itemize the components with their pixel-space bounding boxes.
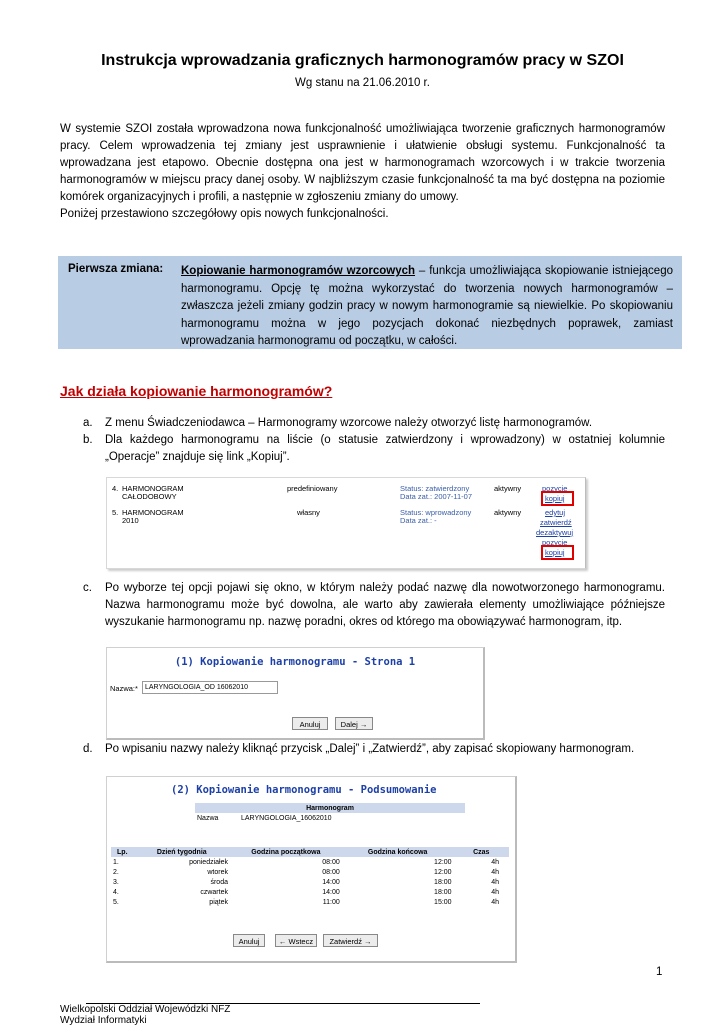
row-name: 2010 (122, 516, 139, 525)
column-header: Godzina początkowa (230, 847, 342, 857)
highlight-box (541, 545, 574, 560)
name-value: LARYNGOLOGIA_16062010 (241, 814, 332, 822)
column-header: Lp. (111, 847, 134, 857)
cell-duration: 4h (491, 878, 499, 886)
name-label: Nazwa:* (110, 684, 138, 693)
table-header: Harmonogram (195, 803, 465, 813)
row-date: Data zat.: 2007-11-07 (400, 492, 472, 501)
step-text: Z menu Świadczeniodawca – Harmonogramy wzorcowe należy otworzyć listę harmonogramów. (105, 417, 593, 429)
cell-lp: 3. (113, 878, 119, 886)
footer-line: Wielkopolski Oddział Wojewódzki NFZ (60, 1004, 231, 1015)
cell-start: 14:00 (322, 878, 340, 886)
cell-end: 18:00 (434, 878, 452, 886)
step-marker: b. (83, 434, 93, 446)
name-input[interactable]: LARYNGOLOGIA_OD 16062010 (142, 681, 278, 694)
row-name: CAŁODOBOWY (122, 492, 177, 501)
cell-duration: 4h (491, 898, 499, 906)
change-box (58, 256, 682, 349)
row-number: 4. (112, 484, 119, 493)
next-button[interactable]: Dalej → (335, 717, 373, 730)
change-label: Pierwsza zmiana: (68, 263, 164, 275)
summary-screenshot (106, 776, 517, 963)
row-active: aktywny (494, 508, 522, 517)
summary-heading: (2) Kopiowanie harmonogramu - Podsumowanie (171, 784, 437, 796)
step-text: Po wpisaniu nazwy należy kliknąć przycisk „Dalej” i „Zatwierdź”, aby zapisać skopiowany harmonogram. (105, 743, 635, 755)
cell-end: 12:00 (434, 858, 452, 866)
change-description (181, 263, 673, 351)
row-name: HARMONOGRAM (122, 508, 184, 517)
table-row (111, 867, 509, 877)
step-marker: d. (83, 743, 93, 755)
hours-table (111, 847, 509, 907)
table-header-row (111, 847, 509, 857)
cell-end: 12:00 (434, 868, 452, 876)
change-link[interactable]: Kopiowanie harmonogramów wzorcowych (181, 265, 416, 277)
cell-start: 08:00 (322, 868, 340, 876)
row-date: Data zat.: - (400, 516, 437, 525)
link-edytuj[interactable]: edytuj (545, 508, 566, 517)
cell-lp: 1. (113, 858, 119, 866)
cell-lp: 4. (113, 888, 119, 896)
cell-duration: 4h (491, 888, 499, 896)
step-marker: a. (83, 417, 93, 429)
intro-paragraph: W systemie SZOI została wprowadzona nowa funkcjonalność umożliwiająca tworzenie graficznych harmonogramów pracy. Celem wprowadzenia tej zmiany jest usprawnienie i ułatwienie obsługi systemu. Funkcjonalność ta wprowadzana jest etapowo. Obecnie dostępna ona jest w harmonogramach wzorcowych i w trakcie tworzenia harmonogramów w miejscu pracy danej osoby. W najbliższym czasie funkcjonalność ta ma być dostępna na poziomie komórek organizacyjnych i profili, a następnie w zgłoszeniu zmiany do umowy. (60, 123, 665, 203)
intro-paragraph-last: Poniżej przestawiono szczegółowy opis nowych funkcjonalności. (60, 208, 389, 220)
row-type: predefiniowany (287, 484, 338, 493)
link-pozycje[interactable]: pozycje (542, 538, 568, 547)
intro-section (60, 121, 665, 223)
back-button[interactable]: ← Wstecz (275, 934, 317, 947)
schedule-name-table (195, 803, 465, 823)
step-text: Po wyborze tej opcji pojawi się okno, w którym należy podać nazwę dla nowotworzonego harmonogramu. Nazwa harmonogramu może być dowolna, ale warto aby zawierała elementy umożliwiające późniejsze wyszukanie harmonogramu np. nazwę poradni, okres od którego ma obowiązywać harmonogram, itp. (105, 582, 665, 628)
link-pozycje[interactable]: pozycje (542, 484, 568, 493)
link-zatwierdz[interactable]: zatwierdź (540, 518, 572, 527)
cell-lp: 2. (113, 868, 119, 876)
cell-start: 11:00 (322, 898, 340, 906)
cell-duration: 4h (491, 858, 499, 866)
cell-day: czwartek (200, 888, 228, 896)
dialog-heading: (1) Kopiowanie harmonogramu - Strona 1 (174, 656, 416, 668)
page-number: 1 (656, 966, 663, 978)
cell-day: środa (210, 878, 228, 886)
name-label: Nazwa (197, 814, 219, 822)
cell-day: piątek (209, 898, 228, 906)
step-marker: c. (83, 582, 92, 594)
row-status: Status: wprowadzony (400, 508, 472, 517)
row-type: własny (297, 508, 320, 517)
cell-start: 14:00 (322, 888, 340, 896)
row-name: HARMONOGRAM (122, 484, 184, 493)
table-row (111, 897, 509, 907)
cell-duration: 4h (491, 868, 499, 876)
cell-day: poniedziałek (189, 858, 228, 866)
column-header: Dzień tygodnia (134, 847, 230, 857)
copy-dialog-screenshot (106, 647, 485, 740)
document-title: Instrukcja wprowadzania graficznych harmonogramów pracy w SZOI (101, 52, 624, 69)
link-kopiuj[interactable]: kopiuj (545, 494, 565, 503)
step-text: Dla każdego harmonogramu na liście (o statusie zatwierdzony i wprowadzony) w ostatniej kolumnie „Operacje” znajduje się link „Kopiuj”. (105, 434, 665, 463)
table-row (111, 887, 509, 897)
footer-line: Wydział Informatyki (60, 1015, 147, 1026)
table-row (111, 877, 509, 887)
row-active: aktywny (494, 484, 522, 493)
row-status: Status: zatwierdzony (400, 484, 470, 493)
cell-lp: 5. (113, 898, 119, 906)
highlight-box (541, 491, 574, 506)
change-text: – funkcja umożliwiająca skopiowanie istniejącego harmonogramu. Opcję tę można wykorzystać do tworzenia nowych harmonogramów – zwłaszcza jeżeli zmiany godzin pracy w nowym harmonogramie są niewielkie. Po skopiowaniu harmonogramu można w jego pozycjach dokonać niezbędnych poprawek, zamiast wprowadzania harmonogramu od początku, w całości. (181, 265, 673, 347)
confirm-button[interactable]: Zatwierdź → (323, 934, 378, 947)
row-number: 5. (112, 508, 119, 517)
column-header: Czas (454, 847, 509, 857)
section-heading: Jak działa kopiowanie harmonogramów? (60, 383, 333, 399)
document-subtitle: Wg stanu na 21.06.2010 r. (295, 77, 430, 89)
cell-start: 08:00 (322, 858, 340, 866)
link-dezaktywuj[interactable]: dezaktywuj (536, 528, 574, 537)
cancel-button[interactable]: Anuluj (233, 934, 265, 947)
table-row (111, 857, 509, 867)
cell-end: 15:00 (434, 898, 452, 906)
cell-day: wtorek (207, 868, 228, 876)
cancel-button[interactable]: Anuluj (292, 717, 328, 730)
cell-end: 18:00 (434, 888, 452, 896)
schedule-list-screenshot (106, 477, 586, 569)
column-header: Godzina końcowa (342, 847, 454, 857)
link-kopiuj[interactable]: kopiuj (545, 548, 565, 557)
